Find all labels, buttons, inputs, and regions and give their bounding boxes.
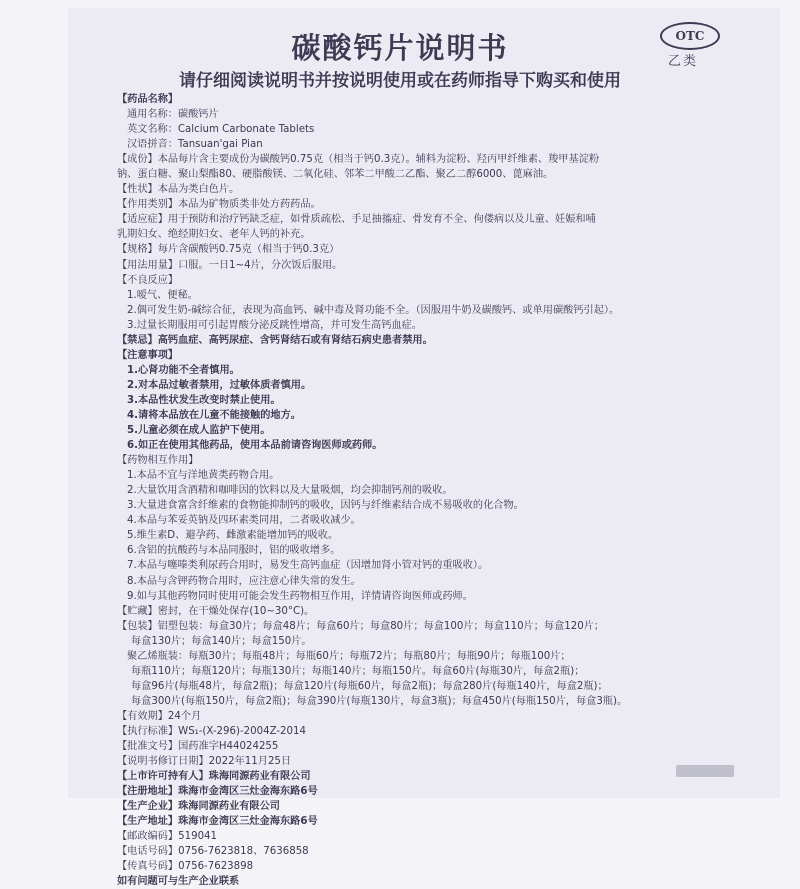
leaflet-line: 【规格】每片含碳酸钙0.75克（相当于钙0.3克）	[117, 244, 340, 256]
leaflet-line: 每盒96片(每瓶48片，每盒2瓶)；每盒120片(每瓶60片，每盒2瓶)；每盒280片(每瓶140片，每盒2瓶)；	[131, 680, 608, 692]
leaflet-line: 2.对本品过敏者禁用，过敏体质者慎用。	[127, 379, 312, 391]
leaflet-line: 8.本品与含钾药物合用时，应注意心律失常的发生。	[127, 575, 361, 587]
leaflet-line: 【上市许可持有人】珠海同源药业有限公司	[117, 771, 311, 783]
leaflet-line: 【包装】铝塑包装：每盒30片；每盒48片；每盒60片；每盒80片；每盒100片；每盒110片；每盒120片；	[117, 620, 605, 632]
print-code-stamp	[676, 765, 734, 777]
leaflet-line: 【药物相互作用】	[117, 455, 199, 467]
leaflet-line: 【说明书修订日期】2022年11月25日	[117, 756, 292, 768]
leaflet-line: 6.含铝的抗酸药与本品同服时，铝的吸收增多。	[127, 545, 341, 557]
leaflet-line: 5.儿童必须在成人监护下使用。	[127, 425, 271, 437]
leaflet-line: 【成份】本品每片含主要成份为碳酸钙0.75克（相当于钙0.3克）。辅料为淀粉、羟丙甲纤维素、羧甲基淀粉	[117, 154, 600, 166]
leaflet-line: 英文名称：Calcium Carbonate Tablets	[127, 124, 315, 136]
leaflet-line: 4.本品与苯妥英钠及四环素类同用，二者吸收减少。	[127, 515, 361, 527]
leaflet-line: 【用法用量】口服。一日1~4片，分次饭后服用。	[117, 259, 343, 271]
leaflet-line: 【药品名称】	[117, 94, 179, 105]
leaflet-line: 如有问题可与生产企业联系	[117, 876, 240, 888]
leaflet-line: 3.本品性状发生改变时禁止使用。	[127, 394, 281, 406]
leaflet-line: 【性状】本品为类白色片。	[117, 184, 240, 196]
leaflet-line: 【生产企业】珠海同源药业有限公司	[117, 801, 280, 813]
leaflet-line: 4.请将本品放在儿童不能接触的地方。	[127, 409, 301, 421]
leaflet-line: 6.如正在使用其他药品，使用本品前请咨询医师或药师。	[127, 440, 383, 452]
leaflet-line: 【批准文号】国药准字H44024255	[117, 741, 279, 753]
leaflet-line: 3.大量进食富含纤维素的食物能抑制钙的吸收，因钙与纤维素结合成不易吸收的化合物。	[127, 500, 524, 512]
leaflet-body	[117, 92, 717, 889]
leaflet-line: 1.本品不宜与洋地黄类药物合用。	[127, 470, 280, 482]
leaflet-line: 7.本品与噻嗪类利尿药合用时，易发生高钙血症（因增加肾小管对钙的重吸收）。	[127, 560, 489, 572]
document-subtitle: 请仔细阅读说明书并按说明使用或在药师指导下购买和使用	[179, 71, 621, 91]
leaflet-line: 5.维生素D、避孕药、雌激素能增加钙的吸收。	[127, 530, 339, 542]
leaflet-line: 每瓶110片；每瓶120片；每瓶130片；每瓶140片；每瓶150片。每盒60片(每瓶30片，每盒2瓶)；	[131, 665, 585, 677]
leaflet-line: 【不良反应】	[117, 274, 179, 286]
document-title: 碳酸钙片说明书	[291, 31, 509, 65]
leaflet-line: 【禁忌】高钙血症、高钙尿症、含钙肾结石或有肾结石病史患者禁用。	[117, 334, 433, 346]
leaflet-line: 每盒300片(每瓶150片，每盒2瓶)；每盒390片(每瓶130片，每盒3瓶)；每盒450片(每瓶150片，每盒3瓶)。	[131, 695, 628, 707]
leaflet-line: 2.偶可发生奶-碱综合征，表现为高血钙、碱中毒及肾功能不全。（因服用牛奶及碳酸钙、或单用碳酸钙引起）。	[127, 304, 620, 316]
leaflet-line: 【贮藏】密封，在干燥处保存(10~30°C)。	[117, 605, 315, 617]
leaflet-line: 【生产地址】珠海市金湾区三灶金海东路6号	[117, 816, 318, 828]
leaflet-line: 通用名称：碳酸钙片	[127, 109, 219, 121]
leaflet-line: 9.如与其他药物同时使用可能会发生药物相互作用，详情请咨询医师或药师。	[127, 590, 473, 602]
leaflet-line: 1.嗳气、便秘。	[127, 289, 198, 301]
leaflet-line: 【有效期】24个月	[117, 710, 202, 722]
leaflet-line: 钠、蛋白糖、聚山梨酯80、硬脂酸镁、二氧化硅、邻苯二甲酸二乙酯、聚乙二醇6000、蓖麻油。	[117, 169, 554, 181]
otc-class-label: 乙类	[668, 54, 699, 69]
leaflet-line: 【作用类别】本品为矿物质类非处方药药品。	[117, 199, 321, 211]
leaflet-line: 聚乙烯瓶装：每瓶30片；每瓶48片；每瓶60片；每瓶72片；每瓶80片；每瓶90片；每瓶100片；	[127, 650, 571, 662]
leaflet-line: 【执行标准】WS₁-(X-296)-2004Z-2014	[117, 725, 306, 737]
leaflet-line: 【适应症】用于预防和治疗钙缺乏症，如骨质疏松、手足抽搐症、骨发育不全、佝偻病以及儿童、妊娠和哺	[117, 214, 596, 226]
leaflet-line: 3.过量长期服用可引起胃酸分泌反跳性增高，并可发生高钙血症。	[127, 319, 422, 331]
leaflet-line: 乳期妇女、绝经期妇女、老年人钙的补充。	[117, 229, 311, 241]
leaflet-line: 2.大量饮用含酒精和咖啡因的饮料以及大量吸烟，均会抑制钙剂的吸收。	[127, 485, 453, 497]
leaflet-line: 汉语拼音：Tansuan'gai Pian	[127, 139, 263, 151]
leaflet-line: 每盒130片；每盒140片；每盒150片。	[131, 635, 312, 647]
leaflet-line: 【邮政编码】519041	[117, 831, 218, 843]
leaflet-line: 【注册地址】珠海市金湾区三灶金海东路6号	[117, 786, 318, 798]
leaflet-line: 【传真号码】0756-7623898	[117, 861, 254, 873]
leaflet-line: 1.心肾功能不全者慎用。	[127, 364, 240, 376]
otc-badge: OTC	[660, 22, 720, 50]
leaflet-line: 【注意事项】	[117, 349, 179, 361]
leaflet-line: 【电话号码】0756-7623818、7636858	[117, 846, 309, 858]
